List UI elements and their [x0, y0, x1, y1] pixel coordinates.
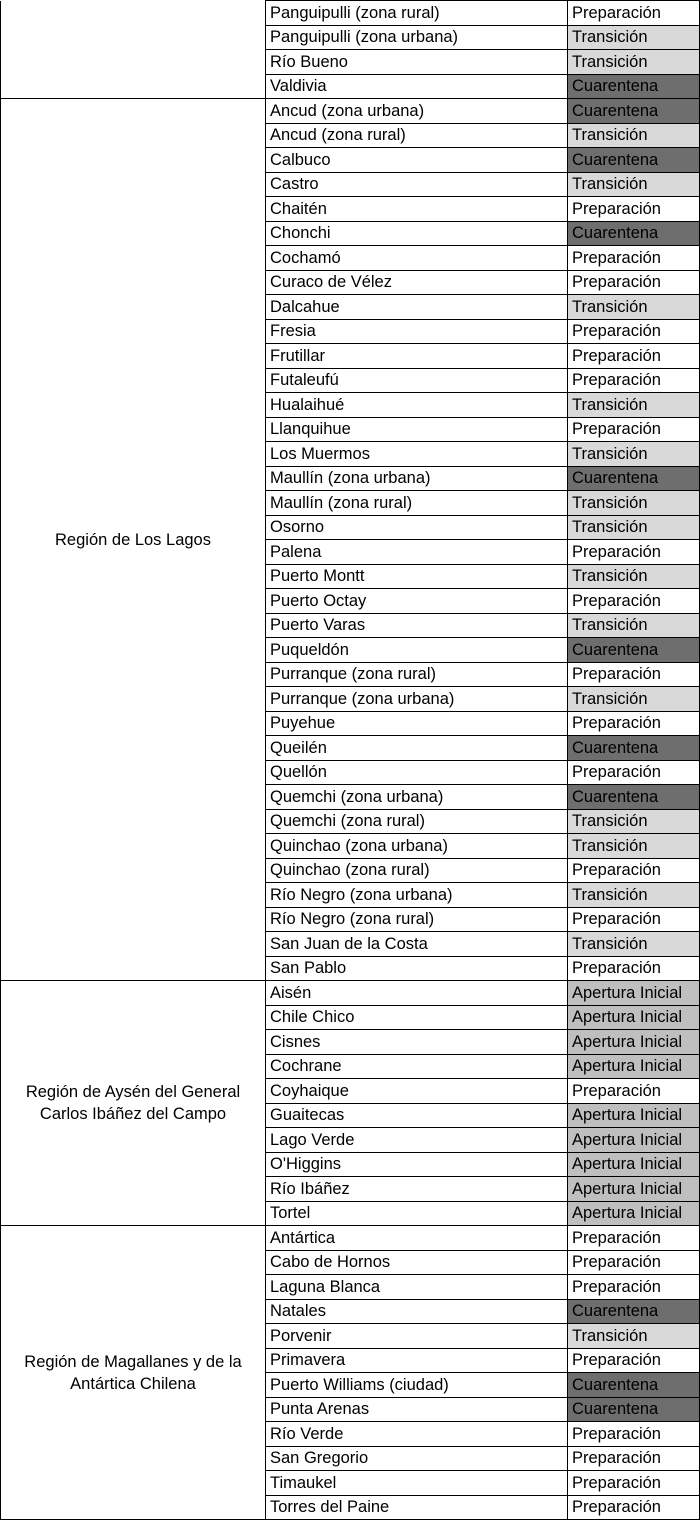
- status-cell: Apertura Inicial: [568, 1030, 700, 1055]
- status-cell: Transición: [568, 442, 700, 467]
- commune-cell: Purranque (zona urbana): [266, 687, 568, 712]
- commune-cell: Queilén: [266, 736, 568, 761]
- commune-cell: Río Verde: [266, 1422, 568, 1447]
- commune-cell: Coyhaique: [266, 1079, 568, 1104]
- commune-cell: Puerto Williams (ciudad): [266, 1373, 568, 1398]
- commune-cell: Panguipulli (zona rural): [266, 1, 568, 26]
- commune-cell: Los Muermos: [266, 442, 568, 467]
- table-row: [1, 99, 700, 124]
- status-cell: Transición: [568, 123, 700, 148]
- status-cell: Cuarentena: [568, 1299, 700, 1324]
- commune-cell: Puerto Montt: [266, 564, 568, 589]
- commune-cell: Maullín (zona rural): [266, 491, 568, 516]
- commune-cell: Fresia: [266, 319, 568, 344]
- commune-cell: Cisnes: [266, 1030, 568, 1055]
- commune-cell: Laguna Blanca: [266, 1275, 568, 1300]
- status-cell: Preparación: [568, 1495, 700, 1520]
- commune-cell: Ancud (zona rural): [266, 123, 568, 148]
- status-cell: Transición: [568, 809, 700, 834]
- status-cell: Preparación: [568, 1446, 700, 1471]
- commune-cell: Chaitén: [266, 197, 568, 222]
- status-cell: Apertura Inicial: [568, 1177, 700, 1202]
- status-cell: Cuarentena: [568, 736, 700, 761]
- commune-cell: Quinchao (zona urbana): [266, 834, 568, 859]
- commune-cell: San Pablo: [266, 956, 568, 981]
- status-cell: Preparación: [568, 589, 700, 614]
- commune-cell: Palena: [266, 540, 568, 565]
- status-cell: Preparación: [568, 858, 700, 883]
- commune-cell: Puyehue: [266, 711, 568, 736]
- status-cell: Apertura Inicial: [568, 1054, 700, 1079]
- status-cell: Apertura Inicial: [568, 1103, 700, 1128]
- status-cell: Apertura Inicial: [568, 1152, 700, 1177]
- commune-cell: Torres del Paine: [266, 1495, 568, 1520]
- commune-cell: Chile Chico: [266, 1005, 568, 1030]
- commune-cell: Puerto Varas: [266, 613, 568, 638]
- status-cell: Preparación: [568, 711, 700, 736]
- status-cell: Cuarentena: [568, 221, 700, 246]
- table-row: [1, 1226, 700, 1251]
- status-cell: Transición: [568, 564, 700, 589]
- table-body: [1, 1, 700, 1520]
- commune-cell: Hualaihué: [266, 393, 568, 418]
- status-cell: Preparación: [568, 246, 700, 271]
- status-cell: Preparación: [568, 368, 700, 393]
- status-cell: Transición: [568, 1324, 700, 1349]
- commune-cell: Ancud (zona urbana): [266, 99, 568, 124]
- status-cell: Preparación: [568, 417, 700, 442]
- commune-cell: Dalcahue: [266, 295, 568, 320]
- status-cell: Transición: [568, 393, 700, 418]
- region-cell: Región de Magallanes y de la Antártica Chilena: [1, 1226, 266, 1520]
- commune-cell: Curaco de Vélez: [266, 270, 568, 295]
- status-cell: Cuarentena: [568, 148, 700, 173]
- status-cell: Transición: [568, 883, 700, 908]
- status-cell: Preparación: [568, 344, 700, 369]
- status-cell: Preparación: [568, 1, 700, 26]
- status-cell: Cuarentena: [568, 1373, 700, 1398]
- commune-cell: Punta Arenas: [266, 1397, 568, 1422]
- commune-cell: Aisén: [266, 981, 568, 1006]
- status-cell: Preparación: [568, 270, 700, 295]
- status-cell: Preparación: [568, 1226, 700, 1251]
- region-cell: Región de Aysén del General Carlos Ibáñez del Campo: [1, 981, 266, 1226]
- commune-cell: Antártica: [266, 1226, 568, 1251]
- status-cell: Transición: [568, 50, 700, 75]
- status-cell: Transición: [568, 25, 700, 50]
- commune-cell: Natales: [266, 1299, 568, 1324]
- status-cell: Transición: [568, 172, 700, 197]
- region-cell: [1, 1, 266, 99]
- status-cell: Preparación: [568, 1348, 700, 1373]
- table-row: [1, 981, 700, 1006]
- status-cell: Preparación: [568, 662, 700, 687]
- status-cell: Cuarentena: [568, 1397, 700, 1422]
- commune-cell: Calbuco: [266, 148, 568, 173]
- commune-cell: Llanquihue: [266, 417, 568, 442]
- status-cell: Cuarentena: [568, 638, 700, 663]
- status-cell: Transición: [568, 515, 700, 540]
- commune-cell: Timaukel: [266, 1471, 568, 1496]
- status-cell: Preparación: [568, 1250, 700, 1275]
- commune-cell: Río Ibáñez: [266, 1177, 568, 1202]
- status-cell: Preparación: [568, 956, 700, 981]
- commune-cell: Porvenir: [266, 1324, 568, 1349]
- commune-cell: Quellón: [266, 760, 568, 785]
- status-cell: Preparación: [568, 1275, 700, 1300]
- status-cell: Apertura Inicial: [568, 981, 700, 1006]
- region-cell: Región de Los Lagos: [1, 99, 266, 981]
- commune-cell: San Juan de la Costa: [266, 932, 568, 957]
- commune-cell: Lago Verde: [266, 1128, 568, 1153]
- status-cell: Preparación: [568, 907, 700, 932]
- status-cell: Apertura Inicial: [568, 1201, 700, 1226]
- status-cell: Preparación: [568, 319, 700, 344]
- commune-cell: Castro: [266, 172, 568, 197]
- commune-cell: San Gregorio: [266, 1446, 568, 1471]
- status-cell: Cuarentena: [568, 785, 700, 810]
- status-cell: Preparación: [568, 1079, 700, 1104]
- status-cell: Preparación: [568, 1471, 700, 1496]
- status-cell: Preparación: [568, 760, 700, 785]
- status-cell: Apertura Inicial: [568, 1128, 700, 1153]
- commune-cell: Osorno: [266, 515, 568, 540]
- status-cell: Transición: [568, 295, 700, 320]
- status-cell: Preparación: [568, 1422, 700, 1447]
- commune-cell: Primavera: [266, 1348, 568, 1373]
- commune-cell: Cabo de Hornos: [266, 1250, 568, 1275]
- commune-cell: Cochamó: [266, 246, 568, 271]
- status-cell: Cuarentena: [568, 466, 700, 491]
- commune-cell: Quinchao (zona rural): [266, 858, 568, 883]
- commune-cell: Maullín (zona urbana): [266, 466, 568, 491]
- status-cell: Preparación: [568, 197, 700, 222]
- commune-cell: Futaleufú: [266, 368, 568, 393]
- status-cell: Transición: [568, 834, 700, 859]
- status-cell: Transición: [568, 687, 700, 712]
- commune-cell: Río Negro (zona urbana): [266, 883, 568, 908]
- commune-cell: Frutillar: [266, 344, 568, 369]
- commune-cell: Tortel: [266, 1201, 568, 1226]
- commune-cell: Quemchi (zona urbana): [266, 785, 568, 810]
- status-cell: Transición: [568, 491, 700, 516]
- commune-cell: O'Higgins: [266, 1152, 568, 1177]
- commune-cell: Guaitecas: [266, 1103, 568, 1128]
- commune-cell: Valdivia: [266, 74, 568, 99]
- commune-cell: Puerto Octay: [266, 589, 568, 614]
- commune-cell: Purranque (zona rural): [266, 662, 568, 687]
- status-cell: Cuarentena: [568, 99, 700, 124]
- status-cell: Apertura Inicial: [568, 1005, 700, 1030]
- status-cell: Transición: [568, 932, 700, 957]
- commune-cell: Río Negro (zona rural): [266, 907, 568, 932]
- status-cell: Preparación: [568, 540, 700, 565]
- status-cell: Cuarentena: [568, 74, 700, 99]
- commune-cell: Río Bueno: [266, 50, 568, 75]
- commune-cell: Puqueldón: [266, 638, 568, 663]
- status-cell: Transición: [568, 613, 700, 638]
- commune-cell: Quemchi (zona rural): [266, 809, 568, 834]
- commune-cell: Panguipulli (zona urbana): [266, 25, 568, 50]
- commune-cell: Chonchi: [266, 221, 568, 246]
- commune-cell: Cochrane: [266, 1054, 568, 1079]
- table-row: [1, 1, 700, 26]
